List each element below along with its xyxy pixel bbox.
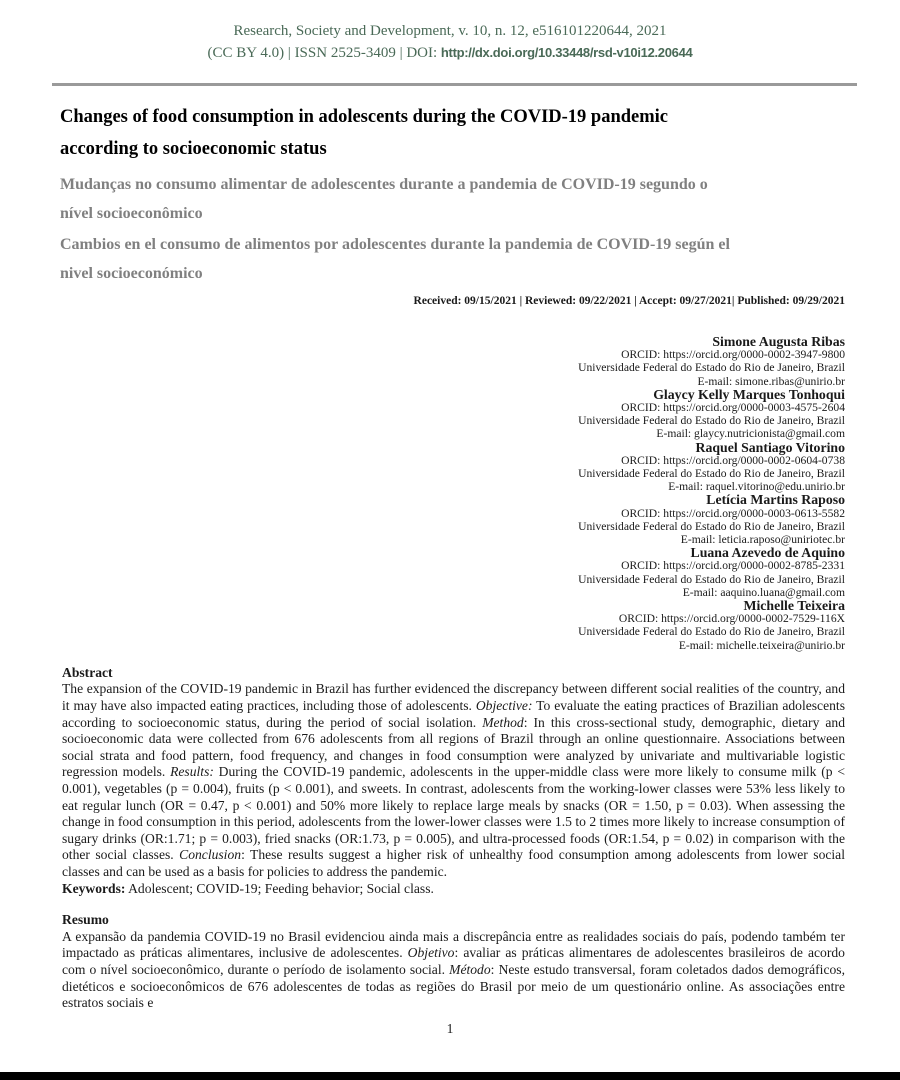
title-english-line1: Changes of food consumption in adolescents during the COVID-19 pandemic xyxy=(60,107,668,127)
author-affiliation: Universidade Federal do Estado do Rio de Janeiro, Brazil xyxy=(578,572,845,586)
keywords-text: Adolescent; COVID-19; Feeding behavior; Social class. xyxy=(125,880,434,896)
author-name: Glaycy Kelly Marques Tonhoqui xyxy=(653,386,845,402)
author-name: Michelle Teixeira xyxy=(743,598,845,614)
abstract-body: The expansion of the COVID-19 pandemic in Brazil has further evidenced the discrepancy between different social realities of the country, and it may have also impacted eating practices, including those of adolescents. Objective: To evaluate the eating practices of Brazilian adolescents according to socioeconomic status, during the period of social isolation. Method: In this cross-sectional study, demographic, dietary and socioeconomic data were collected from 676 adolescents from all regions of Brazil through an online questionnaire. Associations between social strata and food pattern, food frequency, and changes in food consumption were analyzed by univariate and multivariable logistic regression models. Results: During the COVID-19 pandemic, adolescents in the upper-middle class were more likely to consume milk (p < 0.001), vegetables (p = 0.004), fruits (p < 0.001), and sweets. In contrast, adolescents from the working-lower classes were 53% less likely to eat regular lunch (OR = 0.47, p < 0.001) and 50% more likely to replace large meals by snacks (OR = 1.50, p = 0.03). When assessing the change in food consumption in this period, adolescents from the lower-lower classes were 1.5 to 2 times more likely to increase consumption of sugary drinks (OR:1.71; p = 0.003), fried snacks (OR:1.73, p = 0.005), and ultra-processed foods (OR:1.54, p = 0.02) in comparison with the other social classes. Conclusion: These results suggest a higher risk of unhealthy food consumption among adolescents from lower social classes and can be used as a basis for policies to address the pandemic. xyxy=(62,681,845,879)
author-orcid: ORCID: https://orcid.org/0000-0002-8785-2331 xyxy=(621,559,845,573)
journal-issn-cc: (CC BY 4.0) | ISSN 2525-3409 | DOI: xyxy=(207,45,441,61)
author-name: Letícia Martins Raposo xyxy=(706,492,845,508)
title-portuguese-line2: nível socioeconômico xyxy=(60,205,203,222)
author-name: Raquel Santiago Vitorino xyxy=(695,439,845,455)
author-name: Simone Augusta Ribas xyxy=(712,334,845,349)
author-email: E-mail: leticia.raposo@uniriotec.br xyxy=(680,533,845,547)
author-orcid: ORCID: https://orcid.org/0000-0003-4575-2604 xyxy=(621,401,845,415)
resumo-body: A expansão da pandemia COVID-19 no Brasil evidenciou ainda mais a discrepância entre as realidades sociais do país, podendo também ter impactado as práticas alimentares, inclusive de adolescentes. Objetivo: avaliar as práticas alimentares de adolescentes brasileiros de acordo com o nível socioeconômico, durante o período de isolamento social. Método: Neste estudo transversal, foram coletados dados demográficos, dietéticos e socioeconômicos de 676 adolescentes de todas as regiões do Brasil por meio de um questionário online. As associações entre estratos sociais e xyxy=(62,928,845,1011)
resumo-section xyxy=(62,912,845,1012)
abstract-section xyxy=(62,665,845,897)
author-affiliation: Universidade Federal do Estado do Rio de Janeiro, Brazil xyxy=(578,467,845,481)
author-email: E-mail: glaycy.nutricionista@gmail.com xyxy=(656,427,845,441)
author-orcid: ORCID: https://orcid.org/0000-0002-0604-0738 xyxy=(621,453,845,467)
author-name: Luana Azevedo de Aquino xyxy=(690,545,845,561)
author-affiliation: Universidade Federal do Estado do Rio de Janeiro, Brazil xyxy=(578,625,845,639)
author-entry xyxy=(60,441,845,494)
title-english-line2: according to socioeconomic status xyxy=(60,139,327,159)
title-portuguese-line1: Mudanças no consumo alimentar de adolescentes durante a pandemia de COVID-19 segundo o xyxy=(60,176,708,193)
title-portuguese xyxy=(60,170,845,228)
journal-header-line1: Research, Society and Development, v. 10, n. 12, e516101220644, 2021 xyxy=(233,23,667,39)
author-entry xyxy=(60,388,845,441)
title-spanish-line2: nivel socioeconómico xyxy=(60,265,203,282)
author-entry xyxy=(60,493,845,546)
journal-header-line2 xyxy=(0,42,900,64)
authors-block xyxy=(60,335,845,652)
keywords-label: Keywords: xyxy=(62,880,126,896)
author-orcid: ORCID: https://orcid.org/0000-0002-7529-116X xyxy=(618,612,845,626)
author-affiliation: Universidade Federal do Estado do Rio de Janeiro, Brazil xyxy=(578,414,845,428)
author-email: E-mail: raquel.vitorino@edu.unirio.br xyxy=(668,480,845,494)
author-email: E-mail: aaquino.luana@gmail.com xyxy=(682,585,845,599)
keywords-line xyxy=(62,881,845,898)
page-number: 1 xyxy=(446,1020,454,1036)
dates-line: Received: 09/15/2021 | Reviewed: 09/22/2021 | Accept: 09/27/2021| Published: 09/29/2021 xyxy=(413,295,845,307)
journal-header xyxy=(0,0,900,64)
doi-url: http://dx.doi.org/10.33448/rsd-v10i12.20644 xyxy=(440,45,693,60)
abstract-heading: Abstract xyxy=(62,664,113,680)
author-orcid: ORCID: https://orcid.org/0000-0002-3947-9800 xyxy=(621,348,845,362)
bottom-border-bar xyxy=(0,1072,900,1080)
author-affiliation: Universidade Federal do Estado do Rio de Janeiro, Brazil xyxy=(578,519,845,533)
author-orcid: ORCID: https://orcid.org/0000-0003-0613-5582 xyxy=(621,506,845,520)
author-email: E-mail: simone.ribas@unirio.br xyxy=(697,374,845,388)
header-divider xyxy=(52,83,857,86)
title-spanish-line1: Cambios en el consumo de alimentos por adolescentes durante la pandemia de COVID-19 según el xyxy=(60,236,730,253)
title-block xyxy=(60,101,845,288)
author-entry xyxy=(60,335,845,388)
author-email: E-mail: michelle.teixeira@unirio.br xyxy=(678,638,845,652)
author-affiliation: Universidade Federal do Estado do Rio de Janeiro, Brazil xyxy=(578,361,845,375)
title-spanish xyxy=(60,230,845,288)
author-entry xyxy=(60,546,845,599)
resumo-heading: Resumo xyxy=(62,912,109,928)
author-entry xyxy=(60,599,845,652)
title-english xyxy=(60,101,845,165)
